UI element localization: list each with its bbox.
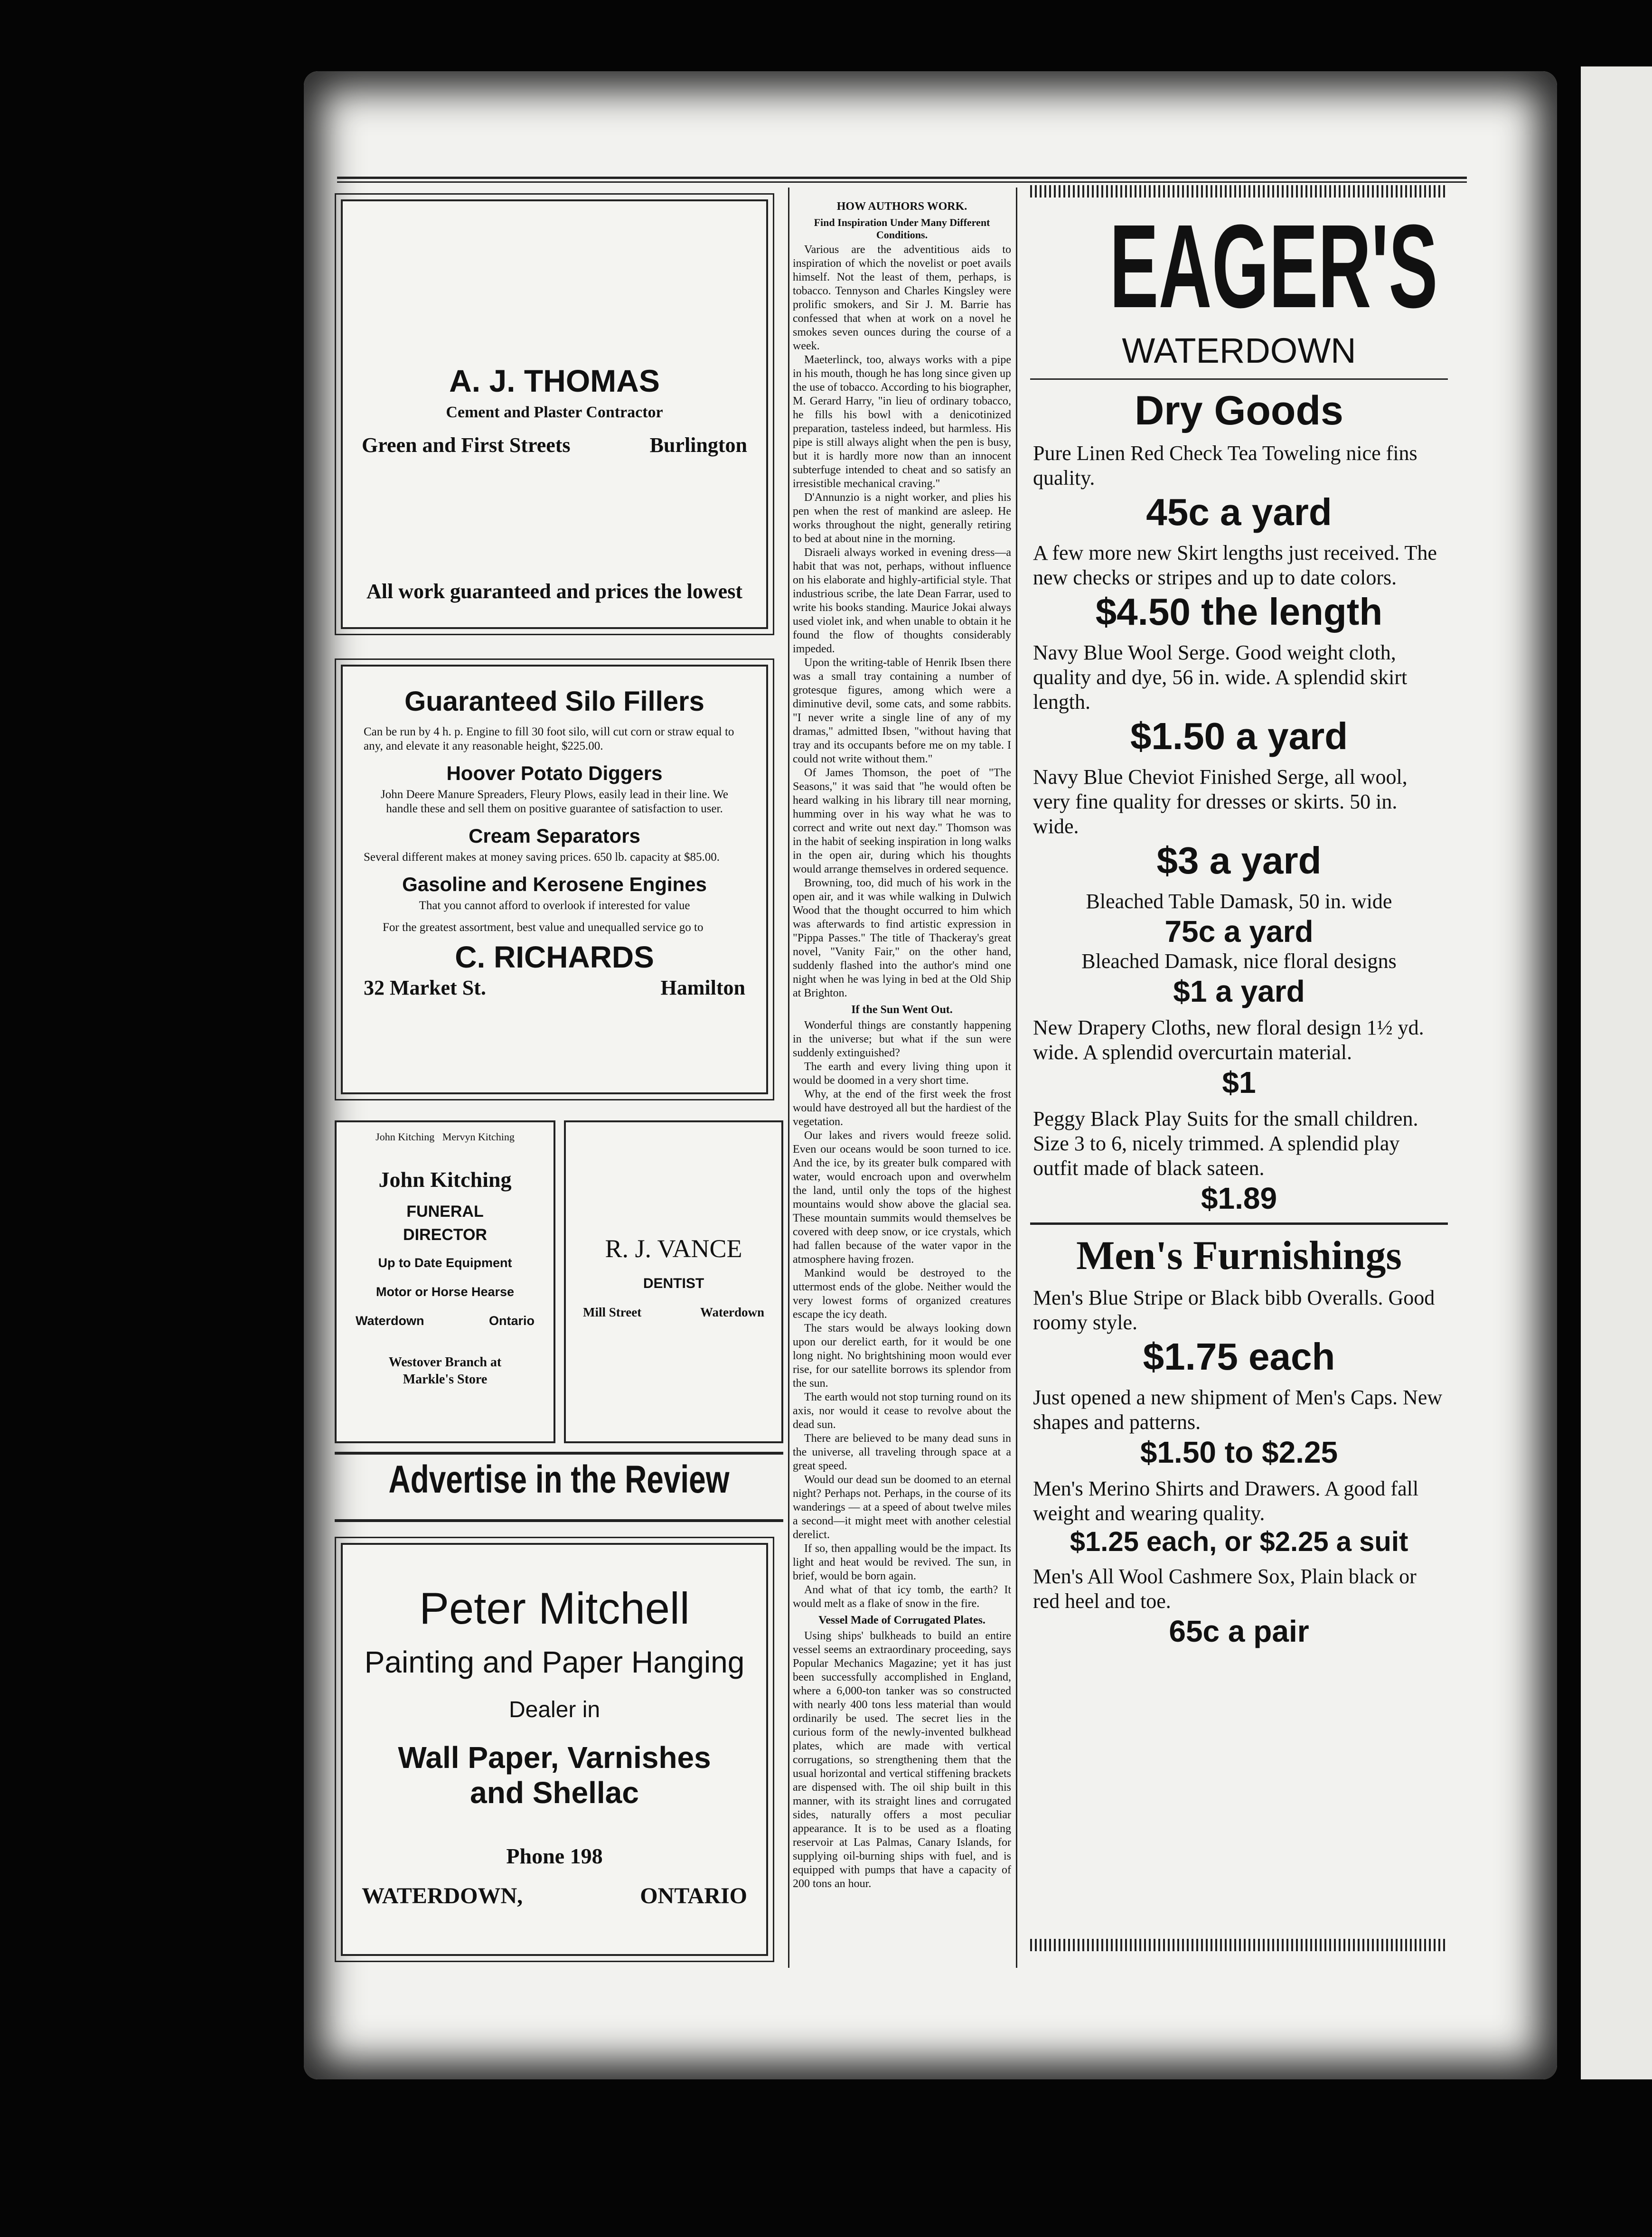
thomas-address: Green and First Streets: [362, 433, 571, 457]
sun-headline: If the Sun Went Out.: [851, 1004, 953, 1016]
mitchell-phone: Phone 198: [506, 1844, 603, 1868]
kitching-line1: Up to Date Equipment: [378, 1256, 512, 1270]
item-text: Men's Merino Shirts and Drawers. A good fall weight and wearing quality.: [1033, 1477, 1419, 1525]
vance-town: Waterdown: [700, 1305, 764, 1319]
article-paragraph: Of James Thomson, the poet of "The Seasons," it was said that "he would often be heard walking in his library till near morning, humming over in his way what he was to correct and write out next day." Thomson was in the habit of seeking inspiration in long walks in the open air, during which his thoughts would arrange themselves in ordered sequence.: [793, 767, 1011, 875]
dry-goods-heading: Dry Goods: [1135, 388, 1343, 433]
border-bar-top: [1030, 185, 1448, 197]
silo-text: Can be run by 4 h. p. Engine to fill 30 foot silo, will cut corn or straw equal to any, and elevate it any reasonable height, $225.00.: [364, 725, 734, 752]
item-text: A few more new Skirt lengths just received. The new checks or stripes and up to date colors.: [1033, 541, 1437, 589]
item-price: $1 a yard: [1173, 974, 1305, 1008]
sun-paragraph: The stars would be always looking down upon our derelict earth, for it would be one long night. No brightshining moon would ever rise, for our satellite borrows its splendor from the sun.: [793, 1322, 1011, 1390]
item-text: Men's Blue Stripe or Black bibb Overalls. Good roomy style.: [1033, 1286, 1435, 1334]
engines-text: That you cannot afford to overlook if interested for value: [419, 899, 690, 912]
mitchell-products1: Wall Paper, Varnishes: [398, 1740, 711, 1775]
richards-address-row: [364, 976, 745, 1000]
kitching-role2: DIRECTOR: [403, 1226, 487, 1244]
item-text: Navy Blue Wool Serge. Good weight cloth, quality and dye, 56 in. wide. A splendid skirt length.: [1033, 641, 1408, 714]
hoover-title: Hoover Potato Diggers: [446, 762, 663, 784]
thomas-ad: [341, 199, 768, 629]
item-price: $1: [1222, 1065, 1256, 1100]
kitching-names: John Kitching Mervyn Kitching: [375, 1131, 515, 1143]
vance-ad: [564, 1120, 783, 1443]
mitchell-name: Peter Mitchell: [419, 1583, 690, 1633]
richards-closing: For the greatest assortment, best value and unequalled service go to: [383, 921, 704, 934]
mitchell-province: ONTARIO: [640, 1883, 747, 1908]
eagers-town: WATERDOWN: [1122, 331, 1356, 370]
column-rule-left: [788, 188, 789, 1968]
article-paragraph: D'Annunzio is a night worker, and plies his pen when the rest of mankind are asleep. He works throughout the night, generally retiring to bed at about nine in the morning.: [793, 491, 1011, 545]
item-price: $1.75 each: [1143, 1335, 1335, 1378]
item-text: New Drapery Cloths, new floral design 1½ yd. wide. A splendid overcurtain material.: [1033, 1016, 1424, 1064]
vessel-headline: Vessel Made of Corrugated Plates.: [818, 1614, 986, 1626]
cream-text: Several different makes at money saving prices. 650 lb. capacity at $85.00.: [364, 851, 720, 864]
eagers-ad: [1030, 185, 1448, 1951]
vance-name: R. J. VANCE: [605, 1234, 742, 1263]
vance-street: Mill Street: [583, 1305, 642, 1319]
item-price: 65c a pair: [1169, 1614, 1309, 1648]
kitching-province: Ontario: [488, 1314, 535, 1328]
richards-city: Hamilton: [660, 976, 745, 999]
silo-title: Guaranteed Silo Fillers: [404, 686, 704, 717]
sun-paragraph: There are believed to be many dead suns in the universe, all traveling through space at a great speed.: [793, 1432, 1011, 1472]
thomas-trade: Cement and Plaster Contractor: [446, 404, 663, 421]
column-rule-right: [1016, 188, 1017, 1968]
mitchell-ad: [341, 1543, 768, 1956]
richards-ad: [341, 665, 768, 1094]
article-paragraph: Various are the adventitious aids to inspiration of which the novelist or poet avails himself. Not the least of them, perhaps, is tobacco. Tennyson and Charles Kingsley were prolific smokers, and Sir J. M. Barrie has confessed that when at work on a novel he smokes seven ounces during the course of a week.: [793, 244, 1011, 352]
article-paragraph: Maeterlinck, too, always works with a pipe in his mouth, though he has long since given up the use of tobacco. According to his biographer, M. Gerard Harry, "in lieu of ordinary tobacco, he fills his bowl with a denicotinized preparation, tasteless indeed, but harmless. His pipe is still always alight when the pen is busy, but it is hardly more now than an innocent subterfuge intended to cheat and so satisfy an irresistible mechanical craving.": [793, 354, 1011, 490]
sun-paragraph: Mankind would be destroyed to the uttermost ends of the globe. Neither would the very lowest forms of organized creatures escape the icy death.: [793, 1267, 1011, 1321]
item-price: $3 a yard: [1156, 839, 1322, 882]
top-rule: [337, 177, 1467, 179]
item-text: Peggy Black Play Suits for the small children. Size 3 to 6, nicely trimmed. A splendid play outfit made of black sateen.: [1033, 1107, 1418, 1180]
article-headline: HOW AUTHORS WORK.: [836, 200, 967, 213]
kitching-town: Waterdown: [356, 1314, 424, 1328]
article-subhead: Find Inspiration Under Many Different Conditions.: [814, 216, 990, 241]
thomas-city: Burlington: [649, 433, 747, 457]
sun-paragraph: If so, then appalling would be the impact. Its light and heat would be revived. The sun, in brief, would be born again.: [793, 1542, 1011, 1582]
sun-paragraph: Our lakes and rivers would freeze solid. Even our oceans would be soon turned to ice. And the ice, by its greater bulk compared with water, would encroach upon and overwhelm the land, until only the tops of the highest mountains would show above the glacial sea. These mountain summits would themselves be covered with deep snow, or ice crystals, which had fallen because of the water vapor in the atmosphere having frozen.: [793, 1129, 1011, 1266]
mitchell-trade: Painting and Paper Hanging: [364, 1645, 745, 1679]
item-price: 45c a yard: [1146, 491, 1332, 533]
item-text: Bleached Table Damask, 50 in. wide: [1086, 890, 1392, 913]
item-text: Navy Blue Cheviot Finished Serge, all wool, very fine quality for dresses or skirts. 50 in. wide.: [1033, 765, 1408, 838]
kitching-town-row: [337, 1314, 554, 1328]
sun-paragraph: Wonderful things are constantly happening in the universe; but what if the sun were suddenly extinguished?: [793, 1019, 1011, 1059]
kitching-role1: FUNERAL: [406, 1203, 484, 1221]
vance-address-row: [566, 1305, 781, 1320]
kitching-ad: [335, 1120, 555, 1443]
adjacent-page-edge: [1581, 66, 1652, 2079]
engines-title: Gasoline and Kerosene Engines: [402, 873, 707, 895]
item-price: $4.50 the length: [1095, 591, 1383, 633]
eagers-rule: [1030, 378, 1448, 380]
review-rule-2: [335, 1519, 783, 1522]
sun-paragraph: Would our dead sun be doomed to an eternal night? Perhaps not. Perhaps, in the course of its wanderings — at a speed of about twelve miles a second—it might meet with another celestial derelict.: [793, 1474, 1011, 1541]
sun-paragraph: The earth would not stop turning round on its axis, nor would it cease to revolve about the dead sun.: [793, 1391, 1011, 1431]
eagers-name: EAGER'S: [1109, 200, 1438, 332]
mitchell-dealer: Dealer in: [508, 1697, 601, 1722]
item-price: $1.89: [1201, 1181, 1277, 1215]
eagers-rule-2: [1030, 1222, 1448, 1225]
item-text: Just opened a new shipment of Men's Caps. New shapes and patterns.: [1033, 1386, 1443, 1434]
mitchell-town: WATERDOWN,: [362, 1883, 523, 1908]
kitching-name: John Kitching: [378, 1167, 512, 1192]
item-text: Men's All Wool Cashmere Sox, Plain black or red heel and toe.: [1033, 1565, 1417, 1613]
article-column: [793, 197, 1011, 1891]
thomas-name: A. J. THOMAS: [449, 363, 660, 398]
mitchell-town-row: [343, 1883, 766, 1909]
item-price: 75c a yard: [1164, 914, 1314, 949]
cream-title: Cream Separators: [469, 825, 640, 847]
item-price: $1.25 each, or $2.25 a suit: [1070, 1526, 1408, 1557]
article-paragraph: Browning, too, did much of his work in the open air, and it was while walking in Dulwich Wood that the thought occurred to him which was afterwards to find artistic expression in "Pippa Passes." The title of Thackeray's great novel, "Vanity Fair," on the other hand, suddenly flashed into the author's mind one night when he was lying in bed at the Old Ship at Brighton.: [793, 877, 1011, 999]
top-rule-2: [337, 181, 1467, 183]
hoover-text: John Deere Manure Spreaders, Fleury Plows, easily lead in their line. We handle these and sell them on positive guarantee of satisfaction to user.: [380, 788, 729, 815]
item-price: $1.50 to $2.25: [1140, 1435, 1338, 1469]
richards-address: 32 Market St.: [364, 976, 486, 999]
review-ad: Advertise in the Review: [388, 1458, 730, 1501]
article-paragraph: Disraeli always worked in evening dress—a habit that was not, perhaps, without influence on his elaborate and highly-artificial style. That industrious scribe, the late Dean Farrar, used to write his books standing. Maurice Jokai always used violet ink, and when unable to obtain it he found the flow of thoughts considerably impeded.: [793, 546, 1011, 655]
kitching-branch: Westover Branch at Markle's Store: [388, 1355, 502, 1387]
border-bar-bottom: [1030, 1939, 1448, 1951]
review-rule: [335, 1452, 783, 1455]
sun-paragraph: Why, at the end of the first week the frost would have destroyed all but the hardiest of the vegetation.: [793, 1088, 1011, 1128]
mens-heading: Men's Furnishings: [1076, 1232, 1402, 1278]
item-text: Bleached Damask, nice floral designs: [1081, 949, 1397, 973]
thomas-footer: All work guaranteed and prices the lowest: [366, 580, 742, 603]
thomas-address-row: [343, 433, 766, 457]
article-paragraph: Upon the writing-table of Henrik Ibsen there was a small tray containing a number of grotesque figures, among which were a diminutive devil, some cats, and some rabbits. "I never write a single line of any of my dramas," admitted Ibsen, "without having that tray and its occupants before me on my table. I could not write without them.": [793, 657, 1011, 765]
kitching-line2: Motor or Horse Hearse: [375, 1285, 515, 1299]
vessel-paragraph: Using ships' bulkheads to build an entire vessel seems an extraordinary proceeding, says Popular Mechanics Magazine; yet it has just been successfully accomplished in England, where a 6,000-ton tanker was so constructed with nearly 400 tons less material than would ordinarily be used. The secret lies in the curious form of the newly-invented bulkhead plates, which are made with vertical corrugations, so strengthening them that the usual horizontal and vertical stiffening brackets are dispensed with. The oil ship built in this manner, with its straight lines and corrugated sides, naturally offers a most peculiar appearance. It is to be used as a floating reservoir at Las Palmas, Canary Islands, for supplying oil-burning ships with fuel, and is equipped with pumps that have a capacity of 200 tons an hour.: [793, 1630, 1011, 1890]
richards-name: C. RICHARDS: [455, 940, 654, 974]
vance-title: DENTIST: [643, 1276, 704, 1291]
sun-paragraph: And what of that icy tomb, the earth? It would melt as a flake of snow in the fire.: [793, 1584, 1011, 1610]
item-text: Pure Linen Red Check Tea Toweling nice fins quality.: [1033, 442, 1417, 489]
sun-paragraph: The earth and every living thing upon it would be doomed in a very short time.: [793, 1061, 1011, 1087]
item-price: $1.50 a yard: [1130, 715, 1348, 757]
mitchell-products2: and Shellac: [470, 1776, 639, 1810]
